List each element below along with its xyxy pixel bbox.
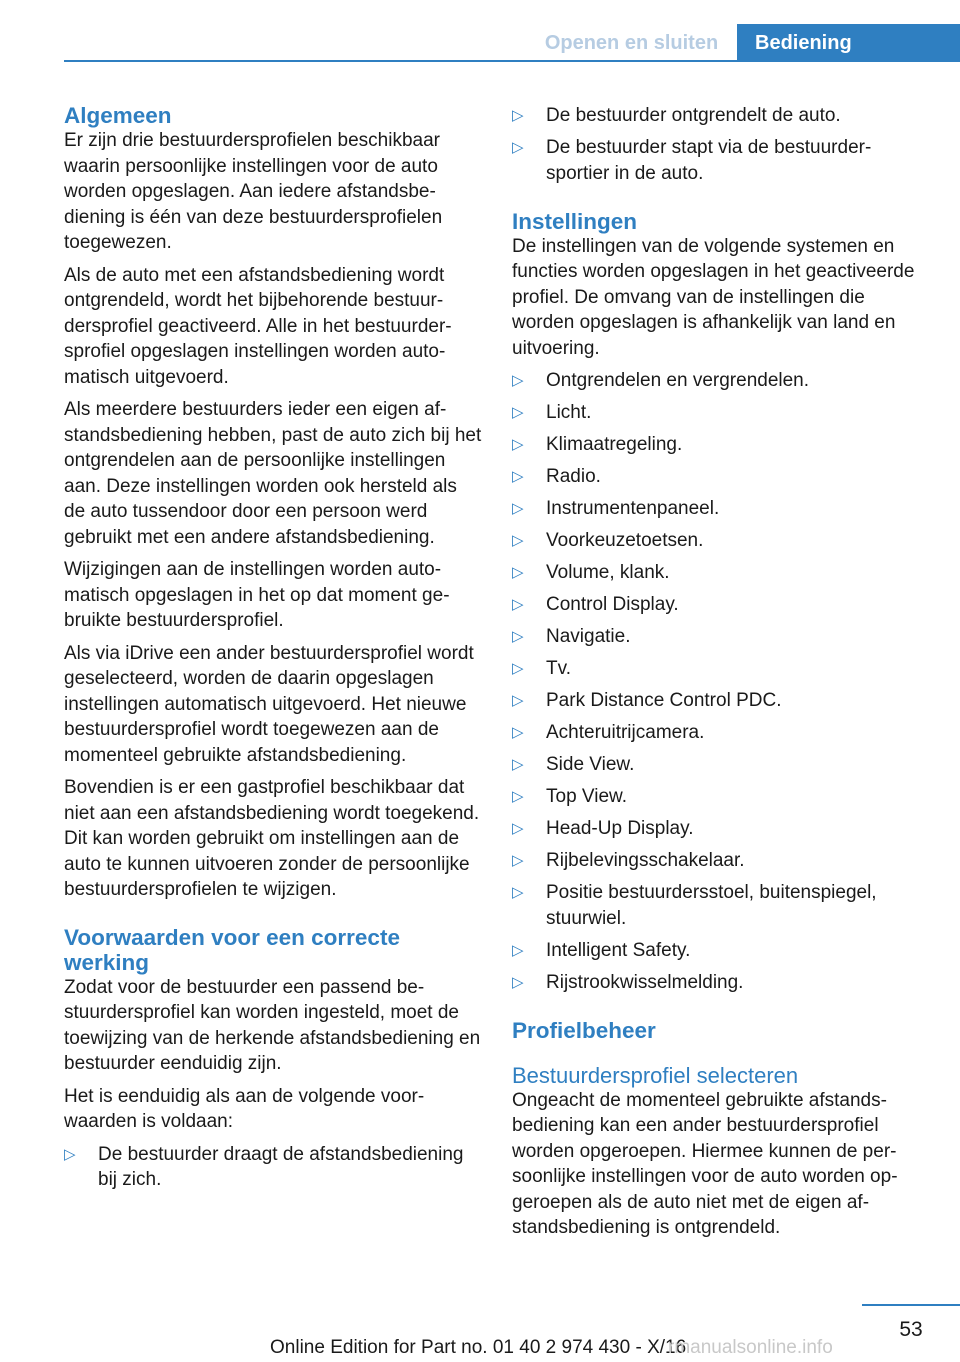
bullet-icon: ▷ (512, 372, 524, 389)
paragraph: Er zijn drie bestuurdersprofielen beschikbaar waarin persoonlijke instellingen voor de auto worden opgeslagen. Aan iedere afstandsbediening is één van deze bestuurdersprofielen toegewezen. (64, 130, 443, 253)
bullet-icon: ▷ (512, 756, 524, 773)
list-item-text: Rijbelevingsschakelaar. (546, 850, 745, 871)
paragraph: Als meerdere bestuurders ieder een eigen afstandsbediening hebben, past de auto zich bij het ontgrendelen aan de persoonlijke instellingen aan. Deze instellingen worden ook hersteld als de auto tussendoor door een persoon werd gebruikt met een andere afstandsbediening. (64, 399, 482, 548)
list-item (512, 970, 920, 996)
subheading-select-profile: Bestuurdersprofiel selecteren (512, 1062, 799, 1088)
bullet-icon: ▷ (512, 724, 524, 741)
list-item-text: Side View. (546, 754, 635, 775)
bullet-icon: ▷ (64, 1145, 76, 1163)
list-item-text: Ontgrendelen en vergrendelen. (546, 370, 810, 391)
bullet-icon: ▷ (512, 404, 524, 421)
list-item-text: De bestuurder ontgrendelt de auto. (546, 105, 841, 126)
list-item (512, 784, 920, 810)
bullet-icon: ▷ (512, 139, 524, 156)
conditions-list (64, 1142, 482, 1193)
list-item-text: Volume, klank. (546, 562, 670, 583)
header-rule (64, 60, 960, 62)
edition-line: Online Edition for Part no. 01 40 2 974 430 - X/16 (270, 1337, 687, 1358)
list-item-text: Control Display. (546, 594, 679, 615)
list-item-text: Achteruitrijcamera. (546, 722, 705, 743)
list-item (512, 688, 920, 714)
list-item-text: De bestuurder draagt de afstandsbediening bij zich. (98, 1143, 464, 1190)
list-item-text: Navigatie. (546, 626, 631, 647)
list-item (512, 816, 920, 842)
paragraph: Ongeacht de momenteel gebruikte afstandsbediening kan een ander bestuurdersprofiel worden opgeroepen. Hiermee kunnen de persoonlijke instellingen voor de auto worden opgeroepen als de auto niet met de eigen afstandsbediening is ontgrendeld. (512, 1089, 898, 1238)
heading-general: Algemeen (64, 103, 172, 128)
bullet-icon: ▷ (512, 628, 524, 645)
bullet-icon: ▷ (512, 532, 524, 549)
list-item (512, 752, 920, 778)
list-item-text: Intelligent Safety. (546, 939, 691, 961)
paragraph: Als via iDrive een ander bestuurdersprofiel wordt geselecteerd, worden de daarin opgeslagen instellingen automatisch uitgevoerd. Het nieuwe bestuurdersprofiel wordt toegewezen aan de momenteel gebruikte afstandsbediening. (64, 642, 474, 766)
list-item-text: Voorkeuzetoetsen. (546, 530, 704, 551)
bullet-icon: ▷ (512, 973, 524, 991)
list-item (512, 720, 920, 746)
bullet-icon: ▷ (512, 660, 524, 677)
bullet-icon: ▷ (512, 500, 524, 517)
bullet-icon: ▷ (512, 107, 524, 124)
bullet-icon: ▷ (512, 788, 524, 805)
heading-settings: Instellingen (512, 208, 638, 234)
section-tab: Openen en sluiten (544, 32, 719, 54)
heading-conditions: Voorwaarden voor een correcte werking (64, 924, 400, 975)
list-item (512, 592, 920, 618)
list-item (512, 848, 920, 874)
paragraph: De instellingen van de volgende systemen en functies worden opgeslagen in het geactiveerde profiel. De omvang van de instellingen die worden opgeslagen is afhankelijk van land en uitvoering. (512, 235, 915, 359)
watermark: rmanualsonline.info (668, 1337, 833, 1358)
list-item-text: Radio. (546, 466, 601, 487)
list-item (512, 656, 920, 682)
bullet-icon: ▷ (512, 596, 524, 613)
list-item-text: Head-Up Display. (546, 818, 694, 839)
right-column (512, 103, 920, 1248)
list-item (512, 560, 920, 586)
list-item (512, 528, 920, 554)
chapter-tab: Bediening (737, 24, 960, 62)
list-item-text: Klimaatregeling. (546, 434, 683, 455)
list-item (512, 135, 920, 186)
bullet-icon: ▷ (512, 941, 524, 959)
paragraph: Wijzigingen aan de instellingen worden automatisch opgeslagen in het op dat moment gebruikte bestuurdersprofiel. (64, 559, 450, 631)
bullet-icon: ▷ (512, 436, 524, 453)
list-item (512, 938, 920, 964)
paragraph: Het is eenduidig als aan de volgende voorwaarden is voldaan: (64, 1085, 425, 1132)
left-column (64, 103, 482, 1199)
list-item-text: Tv. (546, 658, 571, 679)
bullet-icon: ▷ (512, 564, 524, 581)
list-item (512, 432, 920, 458)
paragraph: Bovendien is er een gastprofiel beschikbaar dat niet aan een afstandsbediening wordt toegekend. Dit kan worden gebruikt om instellingen aan de auto te kunnen uitvoeren zonder de persoonlijke bestuurdersprofielen te wijzigen. (64, 777, 480, 900)
list-item-text: Instrumentenpaneel. (546, 498, 720, 519)
list-item-text: De bestuurder stapt via de bestuurdersportier in de auto. (546, 137, 872, 184)
list-item (512, 368, 920, 394)
page-header (0, 0, 960, 62)
page-number: 53 (899, 1318, 923, 1341)
bullet-icon: ▷ (512, 692, 524, 709)
conditions-list-continued (512, 103, 920, 186)
paragraph: Zodat voor de bestuurder een passend bestuurdersprofiel kan worden ingesteld, moet de toewijzing van de herkende afstandsbediening en bestuurder eenduidig zijn. (64, 976, 481, 1074)
bullet-icon: ▷ (512, 468, 524, 485)
list-item-text: Park Distance Control PDC. (546, 690, 782, 711)
list-item (512, 103, 920, 129)
list-item (512, 880, 920, 931)
list-item (512, 496, 920, 522)
list-item (512, 400, 920, 426)
list-item (64, 1142, 482, 1193)
list-item-text: Licht. (546, 402, 592, 423)
settings-list (512, 368, 920, 995)
list-item-text: Rijstrookwisselmelding. (546, 971, 744, 993)
footer-rule (862, 1304, 960, 1306)
bullet-icon: ▷ (512, 820, 524, 837)
paragraph: Als de auto met een afstandsbediening wordt ontgrendeld, wordt het bijbehorende bestuurdersprofiel geactiveerd. Alle in het bestuurdersprofiel opgeslagen instellingen worden automatisch uitgevoerd. (64, 264, 452, 388)
list-item-text: Positie bestuurdersstoel, buitenspiegel, stuurwiel. (546, 882, 877, 929)
list-item (512, 624, 920, 650)
bullet-icon: ▷ (512, 884, 524, 901)
bullet-icon: ▷ (512, 852, 524, 869)
list-item-text: Top View. (546, 786, 627, 807)
list-item (512, 464, 920, 490)
heading-profile-management: Profielbeheer (512, 1017, 656, 1043)
